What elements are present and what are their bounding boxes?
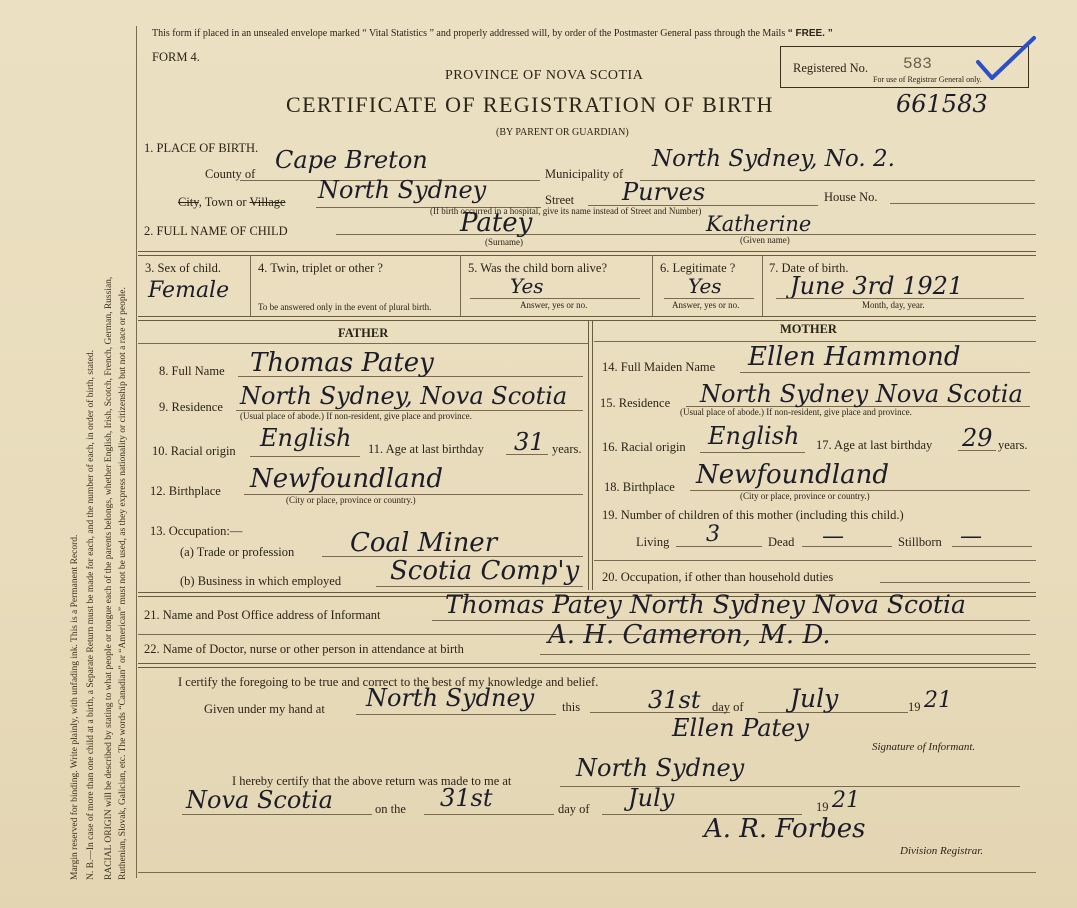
trade-value: Coal Miner xyxy=(350,528,498,558)
side-note-racial: RACIAL ORIGIN will be described by stating to what people or tongue each of the parents belongs, whether English, Irish, Scotch, French, German, Russian, xyxy=(104,276,114,880)
dead-label: Dead xyxy=(768,535,795,549)
informant-signature: Ellen Patey xyxy=(672,714,809,742)
registrar-signature: A. R. Forbes xyxy=(704,814,866,844)
mother-race: English xyxy=(708,422,800,450)
county-label: County of xyxy=(205,167,256,181)
business-value: Scotia Comp'y xyxy=(390,556,580,586)
registrar-year: 21 xyxy=(832,788,860,813)
father-race-label: 10. Racial origin xyxy=(152,444,236,458)
mother-residence: North Sydney Nova Scotia xyxy=(700,380,1023,408)
checkmark-icon xyxy=(960,32,1040,82)
town-label: City, Town or Village xyxy=(178,195,286,209)
mother-res-label: 15. Residence xyxy=(600,396,671,410)
side-note-binding: Margin reserved for binding. Write plainly, with unfading ink. This is a Permanent Record. xyxy=(70,534,80,880)
stillborn-label: Stillborn xyxy=(898,535,942,549)
alive-value: Yes xyxy=(510,274,544,298)
given-note: (Given name) xyxy=(740,235,790,245)
registrar-day-label: day of xyxy=(558,802,590,816)
certify-year: 21 xyxy=(924,688,952,713)
registered-number: 583 xyxy=(903,55,932,73)
mother-age-unit: years. xyxy=(998,438,1028,452)
father-age-label: 11. Age at last birthday xyxy=(368,442,484,456)
father-heading: FATHER xyxy=(338,326,389,340)
father-occ-label: 13. Occupation:— xyxy=(150,524,243,538)
registrar-place-2: Nova Scotia xyxy=(186,786,333,814)
given-place: North Sydney xyxy=(366,684,535,712)
street-label: Street xyxy=(545,193,575,207)
father-name-label: 8. Full Name xyxy=(159,364,225,378)
father-race: English xyxy=(260,424,352,452)
page-subtitle: (BY PARENT OR GUARDIAN) xyxy=(496,127,629,138)
informant-label: 21. Name and Post Office address of Informant xyxy=(144,608,381,622)
children-count-label: 19. Number of children of this mother (including this child.) xyxy=(602,508,904,522)
mother-age: 29 xyxy=(962,424,993,452)
twin-note: To be answered only in the event of plural birth. xyxy=(258,302,432,312)
registered-label: Registered No. xyxy=(793,61,868,75)
on-the-label: on the xyxy=(375,802,406,816)
father-age: 31 xyxy=(514,428,545,456)
street-value: Purves xyxy=(622,178,706,206)
page-title: CERTIFICATE OF REGISTRATION OF BIRTH xyxy=(286,92,774,117)
town-value: North Sydney xyxy=(318,176,487,204)
mother-name: Ellen Hammond xyxy=(748,342,961,372)
mother-race-label: 16. Racial origin xyxy=(602,440,686,454)
given-label: Given under my hand at xyxy=(204,702,325,716)
province-heading: PROVINCE OF NOVA SCOTIA xyxy=(445,68,644,83)
registrar-day: 31st xyxy=(440,784,493,812)
registrar-place-1: North Sydney xyxy=(576,754,745,782)
registrar-signature-label: Division Registrar. xyxy=(900,845,984,857)
municipality-value: North Sydney, No. 2. xyxy=(652,146,895,172)
doctor-value: A. H. Cameron, M. D. xyxy=(548,620,831,650)
certify-day-label: day of xyxy=(712,700,744,714)
twin-label: 4. Twin, triplet or other ? xyxy=(258,261,383,275)
legit-note: Answer, yes or no. xyxy=(672,300,740,310)
sex-value: Female xyxy=(148,278,230,303)
legit-label: 6. Legitimate ? xyxy=(660,261,736,275)
dead-value: — xyxy=(822,524,844,549)
hospital-note: (If birth occurred in a hospital, give its name instead of Street and Number) xyxy=(430,206,702,216)
this-label: this xyxy=(562,700,581,714)
legit-value: Yes xyxy=(688,274,722,298)
surname-note: (Surname) xyxy=(485,237,523,247)
mother-occupation-label: 20. Occupation, if other than household duties xyxy=(602,570,834,584)
father-res-label: 9. Residence xyxy=(159,400,223,414)
informant-value: Thomas Patey North Sydney Nova Scotia xyxy=(445,590,966,619)
living-label: Living xyxy=(636,535,670,549)
father-age-unit: years. xyxy=(552,442,582,456)
side-note-racial-2: Ruthenian, Slovak, Galician, etc. The words “Canadian” or “American” must not be used, as they express nationality or citizenship but not a race or people. xyxy=(118,287,128,880)
father-bp-label: 12. Birthplace xyxy=(150,484,221,498)
business-label: (b) Business in which employed xyxy=(180,574,342,588)
mother-heading: MOTHER xyxy=(780,322,837,336)
informant-signature-label: Signature of Informant. xyxy=(872,741,976,753)
father-residence: North Sydney, Nova Scotia xyxy=(240,382,568,410)
child-given-name: Katherine xyxy=(706,212,812,236)
certify-text: I certify the foregoing to be true and correct to the best of my knowledge and belief. xyxy=(178,675,599,689)
father-name: Thomas Patey xyxy=(250,348,434,378)
dob-value: June 3rd 1921 xyxy=(790,272,964,300)
alive-note: Answer, yes or no. xyxy=(520,300,588,310)
certify-month: July xyxy=(790,684,839,713)
registrar-text: I hereby certify that the above return was made to me at xyxy=(232,774,512,788)
stillborn-value: — xyxy=(960,524,982,549)
mother-name-label: 14. Full Maiden Name xyxy=(602,360,716,374)
county-value: Cape Breton xyxy=(275,146,428,174)
house-label: House No. xyxy=(824,190,878,204)
frame-left xyxy=(136,26,137,878)
form-number: FORM 4. xyxy=(152,50,200,64)
sex-label: 3. Sex of child. xyxy=(145,261,222,275)
registrar-month: July xyxy=(628,784,675,812)
mother-age-label: 17. Age at last birthday xyxy=(816,438,933,452)
title-number: 661583 xyxy=(896,90,988,118)
mother-birthplace: Newfoundland xyxy=(696,460,890,490)
certify-day: 31st xyxy=(648,686,701,714)
child-surname: Patey xyxy=(460,208,533,238)
doctor-label: 22. Name of Doctor, nurse or other person in attendance at birth xyxy=(144,642,464,656)
alive-label: 5. Was the child born alive? xyxy=(468,261,608,275)
side-note-nb: N. B.—In case of more than one child at a birth, a Separate Return must be made for each, and the number of each, in order of birth, stated. xyxy=(86,350,96,880)
child-name-label: 2. FULL NAME OF CHILD xyxy=(144,224,288,238)
postal-notice: This form if placed in an unsealed envelope marked “ Vital Statistics ” and properly addressed will, by order of the Postmaster General pass through the Mails “ FREE. ” xyxy=(152,28,833,39)
registrar-year-prefix: 19 xyxy=(816,800,829,814)
mother-bp-note: (City or place, province or country.) xyxy=(740,491,870,501)
place-heading: 1. PLACE OF BIRTH. xyxy=(144,141,259,155)
trade-label: (a) Trade or profession xyxy=(180,545,295,559)
registered-note: For use of Registrar General only. xyxy=(873,75,982,84)
dob-label: 7. Date of birth. xyxy=(769,261,849,275)
father-res-note: (Usual place of abode.) If non-resident, give place and province. xyxy=(240,411,472,421)
father-bp-note: (City or place, province or country.) xyxy=(286,495,416,505)
father-birthplace: Newfoundland xyxy=(250,464,444,494)
mother-res-note: (Usual place of abode.) If non-resident, give place and province. xyxy=(680,407,912,417)
certify-year-prefix: 19 xyxy=(908,700,921,714)
dob-note: Month, day, year. xyxy=(862,300,925,310)
municipality-label: Municipality of xyxy=(545,167,624,181)
mother-bp-label: 18. Birthplace xyxy=(604,480,675,494)
living-value: 3 xyxy=(706,522,720,547)
